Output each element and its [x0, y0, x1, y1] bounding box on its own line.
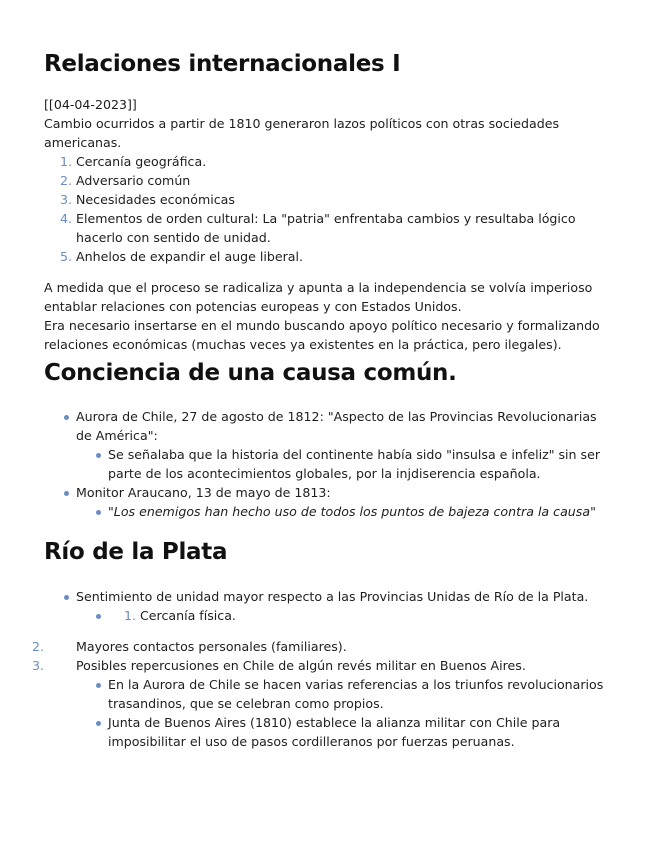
list-item-text: Cercanía geográfica. — [76, 154, 207, 169]
list-number: 4. — [59, 211, 72, 226]
list-item-text: Cercanía física. — [140, 608, 236, 623]
list-item — [44, 190, 611, 209]
list-number: 2. — [59, 173, 72, 188]
list-number: 3. — [31, 658, 44, 673]
list-item — [44, 587, 611, 606]
list-item — [44, 247, 611, 266]
rio-de-la-plata-list — [31, 587, 611, 751]
reasons-list — [44, 152, 611, 266]
list-number: 5. — [59, 249, 72, 264]
page-title: Relaciones internacionales I — [44, 51, 401, 77]
list-item — [44, 152, 611, 171]
list-number: 2. — [31, 639, 44, 654]
list-item — [76, 502, 611, 521]
list-item-text: Posibles repercusiones en Chile de algún revés militar en Buenos Aires. — [76, 658, 526, 673]
list-item — [44, 171, 611, 190]
list-item — [76, 606, 611, 625]
list-number: 3. — [59, 192, 72, 207]
common-cause-list — [44, 407, 611, 521]
list-item-text: Anhelos de expandir el auge liberal. — [76, 249, 304, 264]
list-item — [76, 713, 611, 751]
list-item — [31, 637, 611, 656]
list-item — [76, 445, 611, 483]
list-item-text: Monitor Araucano, 13 de mayo de 1813: — [76, 485, 331, 500]
list-item — [76, 675, 611, 713]
section-title-rio-de-la-plata: Río de la Plata — [44, 539, 228, 565]
date-link[interactable]: [[04-04-2023]] — [44, 97, 137, 112]
quote-text: Los enemigos han hecho uso de todos los puntos de bajeza contra la causa — [113, 504, 591, 519]
list-item — [31, 656, 611, 675]
list-item — [44, 209, 611, 247]
paragraph-insertion: Era necesario insertarse en el mundo buscando apoyo político necesario y formalizando relaciones económicas (muchas veces ya existentes en la práctica, pero ilegales). — [44, 318, 600, 352]
list-item — [44, 407, 611, 445]
list-item-text: Necesidades económicas — [76, 192, 235, 207]
list-number: 1. — [123, 608, 136, 623]
list-item-text: Elementos de orden cultural: La "patria" enfrentaba cambios y resultaba lógico hacerlo con sentido de unidad. — [76, 211, 576, 245]
quote-open: " — [108, 504, 114, 519]
list-item-text: Adversario común — [76, 173, 191, 188]
list-item-text: Aurora de Chile, 27 de agosto de 1812: "Aspecto de las Provincias Revolucionarias de América": — [76, 409, 597, 443]
intro-paragraph: Cambio ocurridos a partir de 1810 generaron lazos políticos con otras sociedades americanas. — [44, 116, 560, 150]
list-item-text: Junta de Buenos Aires (1810) establece la alianza militar con Chile para imposibilitar el uso de pasos cordilleranos por fuerzas peruanas. — [108, 715, 561, 749]
list-item-text: En la Aurora de Chile se hacen varias referencias a los triunfos revolucionarios trasandinos, que se celebran como propios. — [108, 677, 604, 711]
list-item-text: Se señalaba que la historia del continente había sido "insulsa e infeliz" sin ser parte de los acontecimientos globales, por la injdiserencia española. — [108, 447, 601, 481]
list-item — [44, 483, 611, 502]
list-item-text: Mayores contactos personales (familiares). — [76, 639, 347, 654]
list-number: 1. — [59, 154, 72, 169]
list-item-text: Sentimiento de unidad mayor respecto a las Provincias Unidas de Río de la Plata. — [76, 589, 589, 604]
section-title-common-cause: Conciencia de una causa común. — [44, 360, 457, 386]
paragraph-relations: A medida que el proceso se radicaliza y apunta a la independencia se volvía imperioso entablar relaciones con potencias europeas y con Estados Unidos. — [44, 280, 593, 314]
quote-close: " — [590, 504, 596, 519]
